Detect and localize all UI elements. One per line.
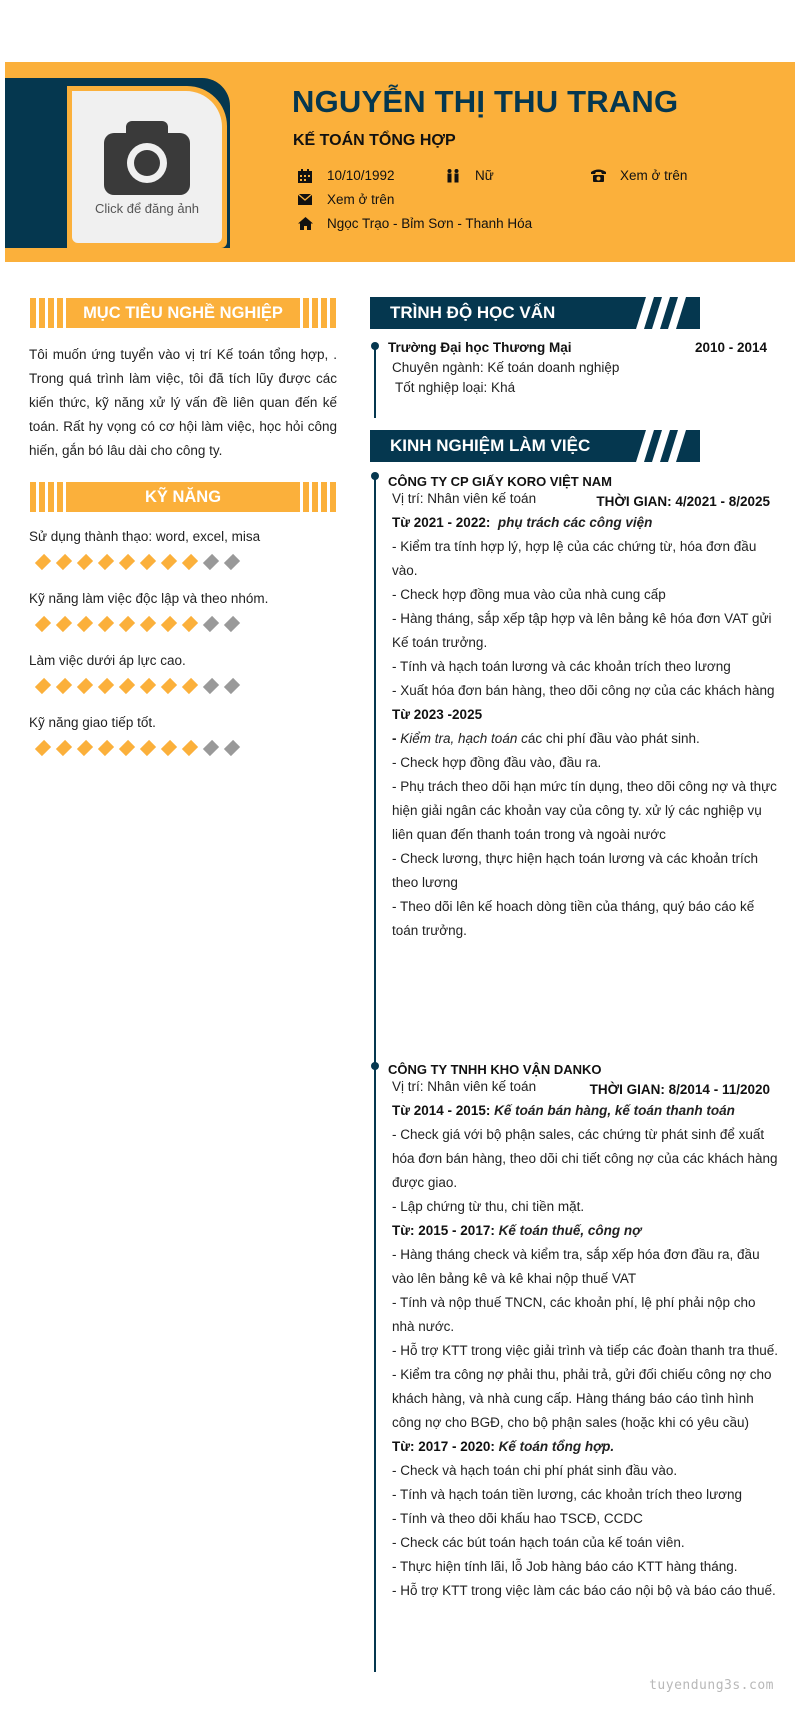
- skill-rating: [32, 617, 242, 631]
- rating-diamond-filled: [179, 617, 200, 631]
- skills-title: KỸ NĂNG: [144, 487, 222, 506]
- photo-upload-label: Click để đăng ảnh: [94, 201, 200, 216]
- timeline-dot: [371, 472, 379, 480]
- duty-line: - Tính và hạch toán lương và các khoản trích theo lương: [392, 659, 731, 674]
- birthday-row: [297, 168, 395, 183]
- rating-diamond-filled: [53, 741, 74, 755]
- company-name: CÔNG TY TNHH KHO VẬN DANKO: [388, 1062, 602, 1077]
- rating-diamond-filled: [74, 617, 95, 631]
- job-subperiod: Từ 2021 - 2022: phụ trách các công viện: [392, 515, 653, 530]
- skill-name: Sử dụng thành thạo: word, excel, misa: [29, 529, 261, 544]
- duty-line: - Check hợp đồng đầu vào, đầu ra.: [392, 755, 602, 770]
- rating-diamond-filled: [116, 555, 137, 569]
- objective-text: Tôi muốn ứng tuyển vào vị trí Kế toán tổng hợp, . Trong quá trình làm việc, tôi đã tích lũy được các kiến thức, kỹ năng xử lý vấn đề liên quan đến kế toán. Rất hy vọng có cơ hội làm việc, học hỏi công hiến, gắn bó lâu dài cho công ty.: [29, 347, 337, 458]
- duty-line: - Check hợp đồng mua vào của nhà cung cấp: [392, 587, 666, 602]
- major: Chuyên ngành: Kế toán doanh nghiệp: [392, 360, 620, 375]
- rating-diamond-filled: [116, 679, 137, 693]
- duty-line: - Hỗ trợ KTT trong việc làm các báo cáo nội bộ và báo cáo thuế.: [392, 1583, 776, 1598]
- photo-upload[interactable]: [72, 91, 222, 243]
- job-title: KẾ TOÁN TỔNG HỢP: [293, 132, 456, 149]
- duty-line: - Check các bút toán hạch toán của kế toán viên.: [392, 1535, 685, 1550]
- address-value: Ngọc Trạo - Bỉm Sơn - Thanh Hóa: [327, 216, 533, 231]
- duty-line: - Check giá với bộ phận sales, các chứng từ phát sinh để xuất hóa đơn bán hàng, theo dõi chi tiết công nợ của các khách hàng được giao.: [392, 1127, 778, 1190]
- camera-icon: [104, 121, 190, 195]
- duty-line: - Tính và nộp thuế TNCN, các khoản phí, lệ phí phải nộp cho nhà nước.: [392, 1295, 756, 1334]
- grade: Tốt nghiệp loại: Khá: [395, 380, 516, 395]
- rating-diamond-empty: [221, 555, 242, 569]
- duty-line: - Phụ trách theo dõi hạn mức tín dụng, theo dõi công nợ và thực hiện giải ngân các khoản vay của công ty. xử lý các nghiệp vụ liên quan đến thanh toán trong và ngoài nước: [392, 779, 777, 842]
- job-subperiod: Từ 2023 -2025: [392, 707, 483, 722]
- duty-line: - Kiểm tra, hạch toán các chi phí đầu vào phát sinh.: [392, 731, 700, 746]
- gender-value: Nữ: [475, 168, 494, 183]
- rating-diamond-filled: [137, 741, 158, 755]
- skill-rating: [32, 555, 242, 569]
- birthday-value: 10/10/1992: [327, 168, 395, 183]
- objective-section-title: [30, 298, 336, 328]
- rating-diamond-empty: [200, 679, 221, 693]
- rating-diamond-filled: [53, 679, 74, 693]
- duty-line: - Check và hạch toán chi phí phát sinh đầu vào.: [392, 1463, 678, 1478]
- rating-diamond-empty: [200, 741, 221, 755]
- duty-line: - Xuất hóa đơn bán hàng, theo dõi công nợ của các khách hàng: [392, 683, 775, 698]
- objective-title: MỤC TIÊU NGHỀ NGHIỆP: [83, 303, 283, 322]
- skill-rating: [32, 741, 242, 755]
- job-details: [392, 511, 780, 943]
- phone-row: [590, 168, 687, 183]
- education-section-title: [370, 297, 700, 329]
- rating-diamond-filled: [158, 617, 179, 631]
- duty-line: - Hàng tháng, sắp xếp tập hợp và lên bảng kê hóa đơn VAT gửi Kế toán trưởng.: [392, 611, 772, 650]
- rating-diamond-filled: [179, 555, 200, 569]
- watermark: tuyendung3s.com: [649, 1678, 774, 1693]
- rating-diamond-filled: [158, 741, 179, 755]
- rating-diamond-filled: [95, 741, 116, 755]
- email-row: [297, 192, 394, 207]
- stripes-decoration: [636, 430, 692, 462]
- home-icon: [297, 217, 313, 231]
- experience-section-title: [370, 430, 700, 462]
- timeline-dot: [371, 342, 379, 350]
- rating-diamond-filled: [74, 679, 95, 693]
- duty-line: - Theo dõi lên kế hoach dòng tiền của tháng, quý báo cáo kế toán trưởng.: [392, 899, 755, 938]
- duty-line: - Kiểm tra tính hợp lý, hợp lệ của các chứng từ, hóa đơn đầu vào.: [392, 539, 757, 578]
- duty-line: - Tính và hạch toán tiền lương, các khoản trích theo lương: [392, 1487, 742, 1502]
- skills-section-title: [30, 482, 336, 512]
- phone-icon: [590, 169, 606, 183]
- rating-diamond-filled: [32, 679, 53, 693]
- company-name: CÔNG TY CP GIẤY KORO VIỆT NAM: [388, 474, 612, 489]
- timeline-dot: [371, 1062, 379, 1070]
- skill-name: Kỹ năng làm việc độc lập và theo nhóm.: [29, 591, 269, 606]
- duty-line: - Check lương, thực hiện hạch toán lương và các khoản trích theo lương: [392, 851, 759, 890]
- experience-timeline: [374, 474, 376, 1672]
- job-period: THỜI GIAN: 8/2014 - 11/2020: [589, 1082, 770, 1097]
- envelope-icon: [297, 193, 313, 207]
- rating-diamond-filled: [158, 679, 179, 693]
- stripes-decoration: [636, 297, 692, 329]
- gender-row: [445, 168, 494, 183]
- rating-diamond-filled: [74, 555, 95, 569]
- job-subperiod: Từ: 2015 - 2017: Kế toán thuế, công nợ: [392, 1223, 642, 1238]
- rating-diamond-filled: [32, 617, 53, 631]
- school-name: Trường Đại học Thương Mại: [388, 340, 572, 355]
- job-subperiod: Từ: 2017 - 2020: Kế toán tổng hợp.: [392, 1439, 615, 1454]
- cv-header: [5, 62, 795, 262]
- candidate-name: NGUYỄN THỊ THU TRANG: [292, 84, 679, 119]
- skill-name: Kỹ năng giao tiếp tốt.: [29, 715, 156, 730]
- phone-value: Xem ở trên: [620, 168, 688, 183]
- job-details: [392, 1099, 780, 1603]
- duty-line: - Lập chứng từ thu, chi tiền mặt.: [392, 1199, 585, 1214]
- rating-diamond-filled: [116, 741, 137, 755]
- job-period: THỜI GIAN: 4/2021 - 8/2025: [596, 494, 770, 509]
- rating-diamond-filled: [179, 741, 200, 755]
- rating-diamond-filled: [95, 679, 116, 693]
- rating-diamond-filled: [74, 741, 95, 755]
- photo-frame: [67, 86, 227, 248]
- experience-title: KINH NGHIỆM LÀM VIỆC: [390, 436, 591, 455]
- job-position: Vị trí: Nhân viên kế toán: [392, 491, 537, 506]
- rating-diamond-empty: [221, 679, 242, 693]
- job-subperiod: Từ 2014 - 2015: Kế toán bán hàng, kế toán thanh toán: [392, 1103, 735, 1118]
- rating-diamond-empty: [221, 617, 242, 631]
- calendar-icon: [297, 169, 313, 183]
- rating-diamond-empty: [200, 617, 221, 631]
- skill-name: Làm việc dưới áp lực cao.: [29, 653, 186, 668]
- rating-diamond-filled: [32, 741, 53, 755]
- job-position: Vị trí: Nhân viên kế toán: [392, 1079, 537, 1094]
- rating-diamond-filled: [95, 555, 116, 569]
- rating-diamond-filled: [32, 555, 53, 569]
- rating-diamond-filled: [116, 617, 137, 631]
- rating-diamond-filled: [95, 617, 116, 631]
- rating-diamond-filled: [158, 555, 179, 569]
- rating-diamond-empty: [221, 741, 242, 755]
- rating-diamond-filled: [137, 555, 158, 569]
- education-timeline: [374, 346, 376, 418]
- rating-diamond-filled: [53, 617, 74, 631]
- education-title: TRÌNH ĐỘ HỌC VẤN: [390, 303, 556, 322]
- rating-diamond-filled: [137, 679, 158, 693]
- duty-line: - Kiểm tra công nợ phải thu, phải trả, gửi đối chiếu công nợ cho khách hàng, và nhà cung cấp. Hàng tháng báo cáo tình hình công nợ cho BGĐ, cho bộ phận sales (hoặc khi có yêu cầu): [392, 1367, 772, 1430]
- school-years: 2010 - 2014: [695, 340, 768, 355]
- rating-diamond-empty: [200, 555, 221, 569]
- address-row: [297, 216, 532, 231]
- duty-line: - Tính và theo dõi khấu hao TSCĐ, CCDC: [392, 1511, 643, 1526]
- rating-diamond-filled: [53, 555, 74, 569]
- email-value: Xem ở trên: [327, 192, 395, 207]
- gender-icon: [445, 169, 461, 183]
- photo-block: [5, 78, 230, 248]
- duty-line: - Hỗ trợ KTT trong việc giải trình và tiếp các đoàn thanh tra thuế.: [392, 1343, 779, 1358]
- rating-diamond-filled: [137, 617, 158, 631]
- duty-line: - Hàng tháng check và kiểm tra, sắp xếp hóa đơn đầu ra, đầu vào lên bảng kê và kê khai nộp thuế VAT: [392, 1247, 760, 1286]
- rating-diamond-filled: [179, 679, 200, 693]
- duty-line: - Thực hiện tính lãi, lỗ Job hàng báo cáo KTT hàng tháng.: [392, 1559, 738, 1574]
- skill-rating: [32, 679, 242, 693]
